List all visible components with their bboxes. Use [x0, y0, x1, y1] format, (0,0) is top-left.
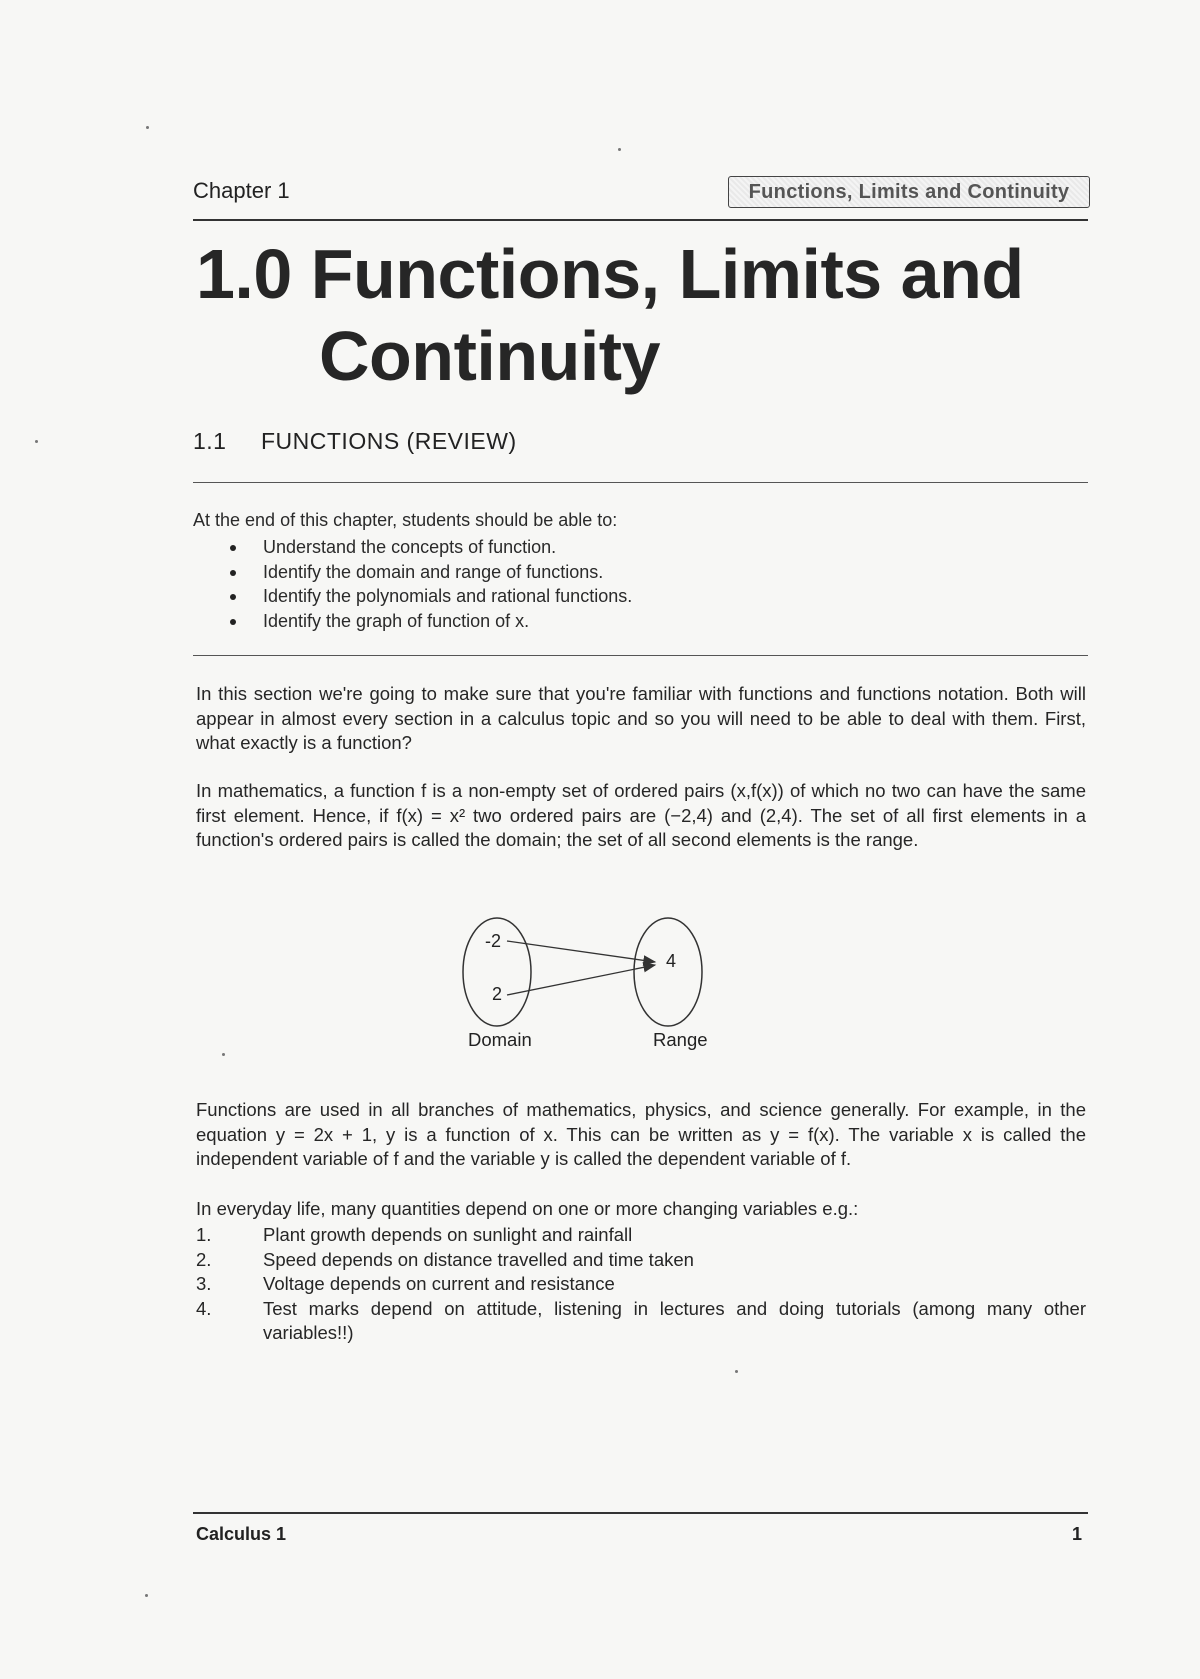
range-label: Range [653, 1029, 708, 1050]
scan-speck [145, 1594, 148, 1597]
objectives-rule [193, 655, 1088, 656]
header-rule [193, 219, 1088, 221]
everyday-paragraph: In everyday life, many quantities depend on one or more changing variables e.g.: [196, 1198, 859, 1219]
chapter-title [196, 232, 1116, 398]
definition-paragraph: In mathematics, a function f is a non-empty set of ordered pairs (x,f(x)) of which no two can have the same first element. Hence, if f(x) = x² two ordered pairs are (−2,4) and (2,4). The set of all first elements in a function's ordered pairs is called the domain; the set of all second elements is the range. [196, 780, 1086, 850]
footer-book-title: Calculus 1 [196, 1524, 287, 1544]
usage-paragraph: Functions are used in all branches of mathematics, physics, and science generally. For example, in the equation y = 2x + 1, y is a function of x. This can be written as y = f(x). The variable x is called the independent variable of f and the variable y is called the dependent variable of f. [196, 1099, 1086, 1169]
chapter-title-line1: 1.0 Functions, Limits and [196, 235, 1024, 313]
objectives-intro: At the end of this chapter, students should be able to: [193, 510, 618, 530]
objective-item: Understand the concepts of function. [263, 535, 632, 560]
domain-label: Domain [468, 1029, 532, 1050]
intro-paragraph: In this section we're going to make sure that you're familiar with functions and functions notation. Both will appear in almost every section in a calculus topic and so you will need to be able to deal with them. First, what exactly is a function? [196, 683, 1086, 753]
range-ellipse [634, 918, 702, 1026]
mapping-arrow [507, 965, 655, 995]
list-item: 1. Plant growth depends on sunlight and rainfall [196, 1224, 633, 1245]
scan-speck [35, 440, 38, 443]
list-item: 3. Voltage depends on current and resistance [196, 1273, 615, 1294]
list-item: 4. Test marks depend on attitude, listening in lectures and doing tutorials (among many other variables!!) [196, 1297, 1086, 1343]
learning-objectives [193, 510, 632, 633]
chapter-label: Chapter 1 [193, 178, 290, 203]
range-value: 4 [666, 951, 677, 971]
domain-value: 2 [492, 984, 503, 1004]
scan-speck [735, 1370, 738, 1373]
section-number: 1.1 [193, 428, 227, 454]
objective-item: Identify the domain and range of functions. [263, 560, 632, 585]
section-heading [193, 428, 517, 455]
chapter-title-line2: Continuity [319, 317, 661, 395]
scan-speck [222, 1053, 225, 1056]
objectives-list [193, 535, 632, 633]
page-number: 1 [1072, 1524, 1083, 1544]
list-item: 2. Speed depends on distance travelled and time taken [196, 1248, 694, 1270]
scan-speck [618, 148, 621, 151]
objective-item: Identify the polynomials and rational functions. [263, 584, 632, 609]
section-rule [193, 482, 1088, 483]
domain-value: -2 [485, 931, 502, 951]
scan-speck [146, 126, 149, 129]
objective-item: Identify the graph of function of x. [263, 609, 632, 634]
examples-list [196, 1223, 1086, 1346]
topic-tag: Functions, Limits and Continuity [728, 176, 1090, 208]
footer-rule [193, 1512, 1088, 1514]
section-title: FUNCTIONS (REVIEW) [261, 428, 517, 454]
domain-range-diagram [440, 910, 740, 1060]
